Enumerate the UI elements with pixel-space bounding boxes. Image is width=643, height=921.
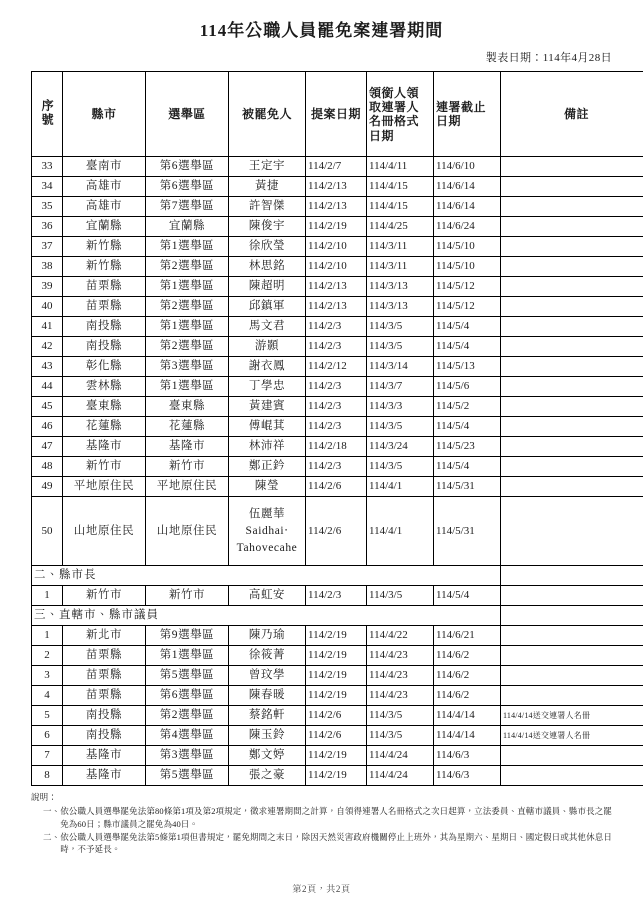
note-item — [31, 831, 612, 857]
cell-deadline: 114/6/10 — [434, 157, 501, 177]
cell-format-date: 114/4/1 — [367, 477, 434, 497]
cell-format-date: 114/3/5 — [367, 706, 434, 726]
cell-deadline: 114/4/14 — [434, 706, 501, 726]
cell-proposal-date: 114/2/6 — [306, 477, 367, 497]
cell-format-date: 114/4/11 — [367, 157, 434, 177]
table-row — [32, 237, 643, 257]
cell-sequence: 38 — [32, 257, 63, 277]
cell-proposal-date: 114/2/13 — [306, 297, 367, 317]
cell-recalled-person: 邱鎮軍 — [229, 297, 306, 317]
cell-proposal-date: 114/2/3 — [306, 337, 367, 357]
cell-note — [501, 766, 643, 786]
cell-district: 第2選舉區 — [146, 337, 229, 357]
cell-proposal-date: 114/2/3 — [306, 586, 367, 606]
cell-deadline: 114/5/2 — [434, 397, 501, 417]
cell-sequence: 3 — [32, 666, 63, 686]
cell-sequence: 6 — [32, 726, 63, 746]
table-row — [32, 257, 643, 277]
cell-deadline: 114/5/31 — [434, 477, 501, 497]
cell-note — [501, 626, 643, 646]
cell-deadline: 114/5/4 — [434, 317, 501, 337]
cell-proposal-date: 114/2/19 — [306, 646, 367, 666]
cell-city: 宜蘭縣 — [63, 217, 146, 237]
cell-recalled-person — [229, 497, 306, 566]
cell-city: 新竹縣 — [63, 237, 146, 257]
notes-list — [31, 805, 612, 856]
cell-format-date: 114/3/5 — [367, 586, 434, 606]
cell-deadline: 114/6/3 — [434, 746, 501, 766]
cell-format-date: 114/4/24 — [367, 766, 434, 786]
cell-format-date: 114/3/14 — [367, 357, 434, 377]
cell-proposal-date: 114/2/19 — [306, 626, 367, 646]
note-text: 依公職人員選舉罷免法第80條第1項及第2項規定，徵求連署期間之計算，自領得連署人名冊格式之次日起算，立法委員、直轄市議員、縣市長之罷免為60日；縣市議員之罷免為40日。 — [60, 805, 612, 831]
cell-deadline: 114/6/3 — [434, 766, 501, 786]
cell-recalled-person: 林思銘 — [229, 257, 306, 277]
cell-format-date: 114/3/5 — [367, 726, 434, 746]
cell-sequence: 41 — [32, 317, 63, 337]
cell-deadline: 114/5/12 — [434, 277, 501, 297]
cell-sequence: 50 — [32, 497, 63, 566]
table-row — [32, 766, 643, 786]
table-row — [32, 377, 643, 397]
cell-district: 第2選舉區 — [146, 257, 229, 277]
table-header — [32, 72, 643, 157]
cell-deadline: 114/5/10 — [434, 237, 501, 257]
cell-district: 臺東縣 — [146, 397, 229, 417]
cell-city: 新竹縣 — [63, 257, 146, 277]
cell-sequence: 1 — [32, 586, 63, 606]
header-row — [32, 72, 643, 157]
cell-format-date: 114/4/15 — [367, 197, 434, 217]
cell-district: 第6選舉區 — [146, 686, 229, 706]
cell-sequence: 36 — [32, 217, 63, 237]
notes-section — [31, 791, 612, 856]
cell-district: 第6選舉區 — [146, 157, 229, 177]
cell-sequence: 33 — [32, 157, 63, 177]
note-item — [31, 805, 612, 831]
cell-proposal-date: 114/2/7 — [306, 157, 367, 177]
cell-city: 新竹市 — [63, 586, 146, 606]
section-header-mayor — [32, 566, 643, 586]
cell-proposal-date: 114/2/19 — [306, 686, 367, 706]
cell-sequence: 42 — [32, 337, 63, 357]
cell-deadline: 114/6/24 — [434, 217, 501, 237]
cell-note — [501, 646, 643, 666]
table-row — [32, 457, 643, 477]
cell-deadline: 114/5/4 — [434, 337, 501, 357]
cell-proposal-date: 114/2/3 — [306, 317, 367, 337]
cell-city: 基隆市 — [63, 766, 146, 786]
cell-city: 苗栗縣 — [63, 297, 146, 317]
cell-district: 基隆市 — [146, 437, 229, 457]
cell-district: 第9選舉區 — [146, 626, 229, 646]
cell-recalled-person: 陳超明 — [229, 277, 306, 297]
table-row — [32, 177, 643, 197]
cell-note — [501, 177, 643, 197]
column-header-recalled-person: 被罷免人 — [229, 72, 306, 157]
cell-recalled-person: 陳玉鈴 — [229, 726, 306, 746]
table-row — [32, 497, 643, 566]
section-header-councilor-label: 三、直轄市、縣市議員 — [32, 606, 501, 626]
cell-district: 第5選舉區 — [146, 666, 229, 686]
cell-sequence: 35 — [32, 197, 63, 217]
cell-proposal-date: 114/2/3 — [306, 417, 367, 437]
cell-city: 花蓮縣 — [63, 417, 146, 437]
cell-format-date: 114/3/5 — [367, 317, 434, 337]
cell-format-date: 114/3/5 — [367, 417, 434, 437]
cell-city: 山地原住民 — [63, 497, 146, 566]
cell-deadline: 114/6/14 — [434, 197, 501, 217]
cell-recalled-person: 林沛祥 — [229, 437, 306, 457]
cell-recalled-person: 徐欣瑩 — [229, 237, 306, 257]
cell-district: 第7選舉區 — [146, 197, 229, 217]
cell-sequence: 4 — [32, 686, 63, 706]
cell-city: 苗栗縣 — [63, 686, 146, 706]
cell-recalled-person: 鄭文婷 — [229, 746, 306, 766]
cell-recalled-person: 蔡銘軒 — [229, 706, 306, 726]
cell-city: 雲林縣 — [63, 377, 146, 397]
cell-sequence: 49 — [32, 477, 63, 497]
cell-format-date: 114/3/24 — [367, 437, 434, 457]
cell-proposal-date: 114/2/19 — [306, 666, 367, 686]
cell-sequence: 7 — [32, 746, 63, 766]
cell-deadline: 114/5/6 — [434, 377, 501, 397]
cell-format-date: 114/3/13 — [367, 277, 434, 297]
table-row — [32, 437, 643, 457]
cell-recalled-person: 馬文君 — [229, 317, 306, 337]
cell-format-date: 114/4/23 — [367, 646, 434, 666]
cell-deadline: 114/6/2 — [434, 666, 501, 686]
document-page — [0, 21, 643, 921]
cell-district: 山地原住民 — [146, 497, 229, 566]
cell-format-date: 114/3/11 — [367, 257, 434, 277]
cell-deadline: 114/5/31 — [434, 497, 501, 566]
cell-proposal-date: 114/2/6 — [306, 497, 367, 566]
cell-recalled-person: 曾玟學 — [229, 666, 306, 686]
table-row — [32, 397, 643, 417]
cell-district: 新竹市 — [146, 586, 229, 606]
cell-deadline: 114/6/14 — [434, 177, 501, 197]
cell-proposal-date: 114/2/10 — [306, 237, 367, 257]
cell-district: 第6選舉區 — [146, 177, 229, 197]
cell-proposal-date: 114/2/19 — [306, 217, 367, 237]
cell-sequence: 39 — [32, 277, 63, 297]
cell-district: 第1選舉區 — [146, 646, 229, 666]
cell-district: 第3選舉區 — [146, 746, 229, 766]
cell-format-date: 114/3/11 — [367, 237, 434, 257]
cell-sequence: 2 — [32, 646, 63, 666]
cell-note — [501, 377, 643, 397]
cell-note: 114/4/14送交連署人名冊 — [501, 726, 643, 746]
cell-recalled-person: 王定宇 — [229, 157, 306, 177]
cell-city: 南投縣 — [63, 706, 146, 726]
cell-note — [501, 746, 643, 766]
column-header-deadline: 連署截止日期 — [434, 72, 501, 157]
cell-format-date: 114/3/5 — [367, 337, 434, 357]
cell-sequence: 47 — [32, 437, 63, 457]
cell-district: 花蓮縣 — [146, 417, 229, 437]
cell-format-date: 114/4/22 — [367, 626, 434, 646]
recall-petition-table — [31, 71, 643, 786]
cell-city: 苗栗縣 — [63, 277, 146, 297]
cell-note — [501, 666, 643, 686]
cell-note — [501, 317, 643, 337]
table-row — [32, 197, 643, 217]
table-body — [32, 157, 643, 786]
cell-recalled-person: 許智傑 — [229, 197, 306, 217]
cell-note — [501, 257, 643, 277]
column-header-sequence: 序號 — [32, 72, 63, 157]
cell-recalled-person: 鄭正鈐 — [229, 457, 306, 477]
cell-format-date: 114/4/24 — [367, 746, 434, 766]
cell-note — [501, 606, 643, 626]
cell-note — [501, 477, 643, 497]
note-marker: 一、 — [43, 805, 60, 831]
cell-recalled-person: 張之豪 — [229, 766, 306, 786]
cell-format-date: 114/3/7 — [367, 377, 434, 397]
cell-district: 宜蘭縣 — [146, 217, 229, 237]
cell-recalled-person: 黃建賓 — [229, 397, 306, 417]
cell-sequence: 48 — [32, 457, 63, 477]
table-row — [32, 666, 643, 686]
cell-deadline: 114/4/14 — [434, 726, 501, 746]
cell-note — [501, 277, 643, 297]
cell-city: 苗栗縣 — [63, 666, 146, 686]
column-header-note: 備註 — [501, 72, 643, 157]
cell-proposal-date: 114/2/13 — [306, 197, 367, 217]
cell-city: 基隆市 — [63, 746, 146, 766]
table-row — [32, 317, 643, 337]
cell-recalled-person: 陳春暖 — [229, 686, 306, 706]
cell-note — [501, 297, 643, 317]
table-row — [32, 586, 643, 606]
cell-district: 第1選舉區 — [146, 317, 229, 337]
cell-recalled-person: 陳瑩 — [229, 477, 306, 497]
cell-note — [501, 686, 643, 706]
cell-recalled-person: 傅崐萁 — [229, 417, 306, 437]
cell-city: 南投縣 — [63, 317, 146, 337]
table-row — [32, 277, 643, 297]
page-footer: 第2頁，共2頁 — [0, 882, 643, 895]
cell-note — [501, 397, 643, 417]
column-header-city: 縣市 — [63, 72, 146, 157]
cell-district: 新竹市 — [146, 457, 229, 477]
cell-proposal-date: 114/2/13 — [306, 177, 367, 197]
recalled-person-line: Tahovecahe — [231, 540, 303, 557]
cell-sequence: 46 — [32, 417, 63, 437]
cell-sequence: 43 — [32, 357, 63, 377]
table-row — [32, 297, 643, 317]
cell-note — [501, 197, 643, 217]
cell-proposal-date: 114/2/12 — [306, 357, 367, 377]
cell-district: 第2選舉區 — [146, 297, 229, 317]
cell-note — [501, 437, 643, 457]
column-header-proposal-date: 提案日期 — [306, 72, 367, 157]
cell-note — [501, 457, 643, 477]
table-row — [32, 477, 643, 497]
cell-format-date: 114/4/1 — [367, 497, 434, 566]
cell-city: 苗栗縣 — [63, 646, 146, 666]
cell-proposal-date: 114/2/19 — [306, 766, 367, 786]
cell-proposal-date: 114/2/10 — [306, 257, 367, 277]
cell-note — [501, 217, 643, 237]
recalled-person-line: Saidhai‧ — [231, 523, 303, 540]
cell-recalled-person: 謝衣鳳 — [229, 357, 306, 377]
cell-format-date: 114/4/23 — [367, 686, 434, 706]
cell-recalled-person: 黃捷 — [229, 177, 306, 197]
cell-deadline: 114/5/4 — [434, 417, 501, 437]
table-row — [32, 157, 643, 177]
note-marker: 二、 — [43, 831, 60, 857]
cell-district: 第1選舉區 — [146, 237, 229, 257]
cell-deadline: 114/6/2 — [434, 686, 501, 706]
cell-deadline: 114/5/10 — [434, 257, 501, 277]
table-row — [32, 417, 643, 437]
cell-deadline: 114/5/4 — [434, 457, 501, 477]
note-text: 依公職人員選舉罷免法第5條第1項但書規定，罷免期間之末日，除因天然災害政府機關停止上班外，其為星期六、星期日、國定假日或其他休息日時，不予延長。 — [60, 831, 612, 857]
cell-district: 第3選舉區 — [146, 357, 229, 377]
cell-city: 平地原住民 — [63, 477, 146, 497]
table-row — [32, 726, 643, 746]
cell-note: 114/4/14送交連署人名冊 — [501, 706, 643, 726]
table-row — [32, 337, 643, 357]
cell-note — [501, 237, 643, 257]
cell-deadline: 114/5/4 — [434, 586, 501, 606]
report-date: 製表日期：114年4月28日 — [31, 49, 612, 65]
recalled-person-line: 伍麗華 — [231, 506, 303, 523]
cell-city: 南投縣 — [63, 726, 146, 746]
cell-proposal-date: 114/2/3 — [306, 377, 367, 397]
cell-city: 彰化縣 — [63, 357, 146, 377]
cell-format-date: 114/4/15 — [367, 177, 434, 197]
section-header-councilor — [32, 606, 643, 626]
cell-city: 新北市 — [63, 626, 146, 646]
cell-format-date: 114/3/13 — [367, 297, 434, 317]
cell-city: 基隆市 — [63, 437, 146, 457]
cell-proposal-date: 114/2/6 — [306, 706, 367, 726]
cell-sequence: 44 — [32, 377, 63, 397]
cell-recalled-person: 高虹安 — [229, 586, 306, 606]
table-row — [32, 646, 643, 666]
table-row — [32, 686, 643, 706]
cell-city: 高雄市 — [63, 177, 146, 197]
table-row — [32, 706, 643, 726]
cell-sequence: 8 — [32, 766, 63, 786]
column-header-format-date: 領銜人領取連署人名冊格式日期 — [367, 72, 434, 157]
cell-city: 南投縣 — [63, 337, 146, 357]
table-row — [32, 357, 643, 377]
cell-district: 第4選舉區 — [146, 726, 229, 746]
cell-recalled-person: 游顥 — [229, 337, 306, 357]
cell-note — [501, 337, 643, 357]
table-row — [32, 217, 643, 237]
cell-district: 平地原住民 — [146, 477, 229, 497]
cell-city: 臺東縣 — [63, 397, 146, 417]
cell-district: 第5選舉區 — [146, 766, 229, 786]
cell-note — [501, 157, 643, 177]
notes-heading: 說明： — [31, 791, 612, 804]
cell-note — [501, 357, 643, 377]
cell-proposal-date: 114/2/13 — [306, 277, 367, 297]
cell-note — [501, 566, 643, 586]
cell-city: 臺南市 — [63, 157, 146, 177]
cell-sequence: 40 — [32, 297, 63, 317]
cell-proposal-date: 114/2/6 — [306, 726, 367, 746]
cell-deadline: 114/6/21 — [434, 626, 501, 646]
page-title: 114年公職人員罷免案連署期間 — [31, 21, 612, 41]
cell-recalled-person: 陳俊宇 — [229, 217, 306, 237]
cell-deadline: 114/5/12 — [434, 297, 501, 317]
cell-format-date: 114/3/3 — [367, 397, 434, 417]
cell-format-date: 114/3/5 — [367, 457, 434, 477]
cell-note — [501, 497, 643, 566]
cell-district: 第2選舉區 — [146, 706, 229, 726]
cell-proposal-date: 114/2/3 — [306, 457, 367, 477]
cell-proposal-date: 114/2/3 — [306, 397, 367, 417]
cell-recalled-person: 丁學忠 — [229, 377, 306, 397]
cell-format-date: 114/4/25 — [367, 217, 434, 237]
cell-sequence: 1 — [32, 626, 63, 646]
cell-deadline: 114/6/2 — [434, 646, 501, 666]
cell-sequence: 37 — [32, 237, 63, 257]
column-header-district: 選舉區 — [146, 72, 229, 157]
cell-note — [501, 586, 643, 606]
cell-deadline: 114/5/13 — [434, 357, 501, 377]
table-row — [32, 626, 643, 646]
section-header-mayor-label: 二、縣市長 — [32, 566, 501, 586]
cell-deadline: 114/5/23 — [434, 437, 501, 457]
cell-sequence: 34 — [32, 177, 63, 197]
cell-district: 第1選舉區 — [146, 377, 229, 397]
cell-proposal-date: 114/2/19 — [306, 746, 367, 766]
cell-recalled-person: 徐筱菁 — [229, 646, 306, 666]
cell-recalled-person: 陳乃瑜 — [229, 626, 306, 646]
cell-sequence: 45 — [32, 397, 63, 417]
cell-format-date: 114/4/23 — [367, 666, 434, 686]
table-row — [32, 746, 643, 766]
cell-city: 新竹市 — [63, 457, 146, 477]
cell-city: 高雄市 — [63, 197, 146, 217]
cell-district: 第1選舉區 — [146, 277, 229, 297]
cell-sequence: 5 — [32, 706, 63, 726]
cell-proposal-date: 114/2/18 — [306, 437, 367, 457]
cell-note — [501, 417, 643, 437]
